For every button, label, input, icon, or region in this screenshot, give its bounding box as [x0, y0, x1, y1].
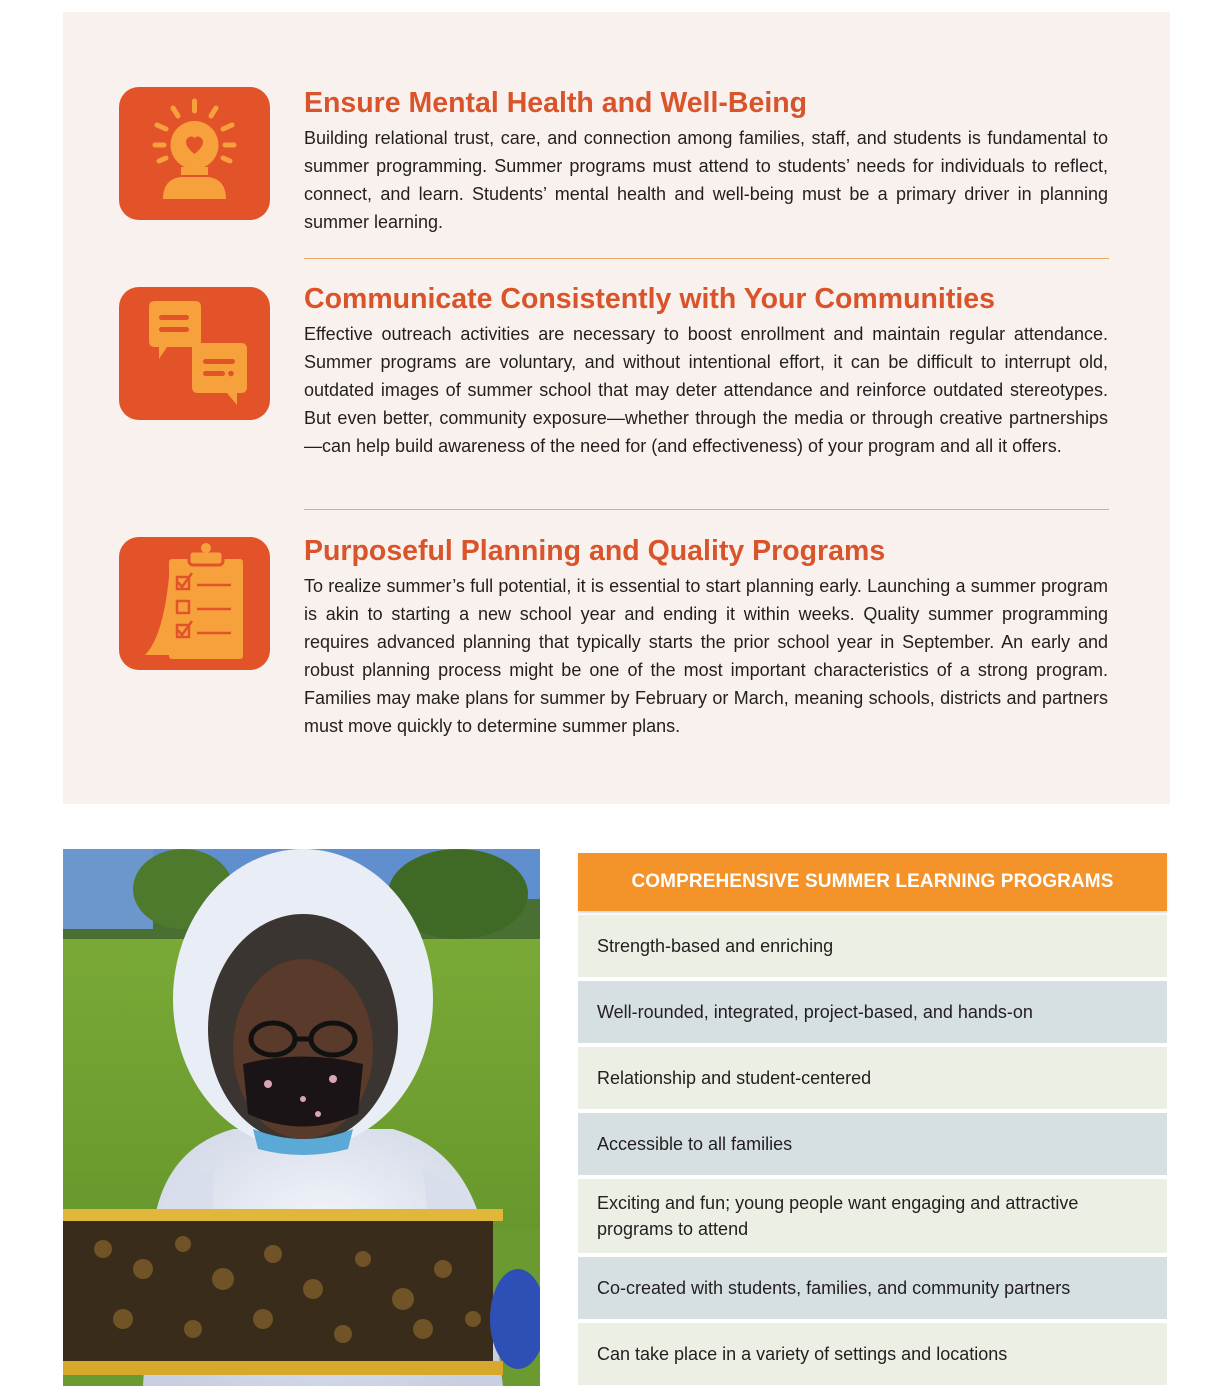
table-header: COMPREHENSIVE SUMMER LEARNING PROGRAMS — [578, 853, 1167, 911]
section-body: To realize summer’s full potential, it is essential to start planning early. Launching a summer program is akin to starting a new school year and ending it within weeks. Quality summer programming requires advanced planning that typically starts the prior school year in September. An early and robust planning process might be one of the most important characteristics of a strong program. Families may make plans for summer by February or March, meaning schools, districts and partners must move quickly to determine summer plans. — [304, 576, 1108, 736]
beekeeper-photo — [63, 849, 540, 1386]
section-body: Effective outreach activities are necessary to boost enrollment and maintain regular attendance. Summer programs are voluntary, and without intentional effort, it can be difficult to interrupt old, outdated images of summer school that may deter attendance and reinforce outdated stereotypes. But even better, community exposure—whether through the media or through creative partnerships—can help build awareness of the need for (and effectiveness) of your program and all it offers. — [304, 324, 1108, 456]
table-row — [578, 1113, 1167, 1175]
table-row — [578, 981, 1167, 1043]
table-row-text: Relationship and student-centered — [597, 1068, 872, 1088]
table-row-text: Co-created with students, families, and community partners — [597, 1278, 1071, 1298]
table-row-text: Strength-based and enriching — [597, 936, 834, 956]
clipboard-checklist-icon — [119, 537, 270, 670]
table-row — [578, 1323, 1167, 1385]
section-title: Communicate Consistently with Your Communities — [304, 283, 995, 315]
section-divider — [304, 509, 1109, 510]
section-title: Purposeful Planning and Quality Programs — [304, 535, 886, 567]
principles-panel — [63, 12, 1170, 804]
section-divider — [304, 258, 1109, 259]
table-row — [578, 1257, 1167, 1319]
table-row-text: Well-rounded, integrated, project-based, and hands-on — [597, 1002, 1033, 1022]
comprehensive-programs-table — [578, 853, 1167, 1385]
section-body: Building relational trust, care, and connection among families, staff, and students is fundamental to summer programming. Summer programs must attend to students’ needs for individuals to reflect, connect, and learn. Students’ mental health and well-being must be a primary driver in planning summer learning. — [304, 128, 1108, 232]
table-row-text: Exciting and fun; young people want engaging and attractive programs to attend — [597, 1193, 1079, 1239]
lightbulb-head-heart-icon — [119, 87, 270, 220]
section-title: Ensure Mental Health and Well-Being — [304, 87, 808, 119]
table-row — [578, 1047, 1167, 1109]
table-row-text: Can take place in a variety of settings and locations — [597, 1344, 1008, 1364]
table-row — [578, 1179, 1167, 1253]
chat-bubbles-icon — [119, 287, 270, 420]
table-row-text: Accessible to all families — [597, 1134, 793, 1154]
table-row — [578, 915, 1167, 977]
